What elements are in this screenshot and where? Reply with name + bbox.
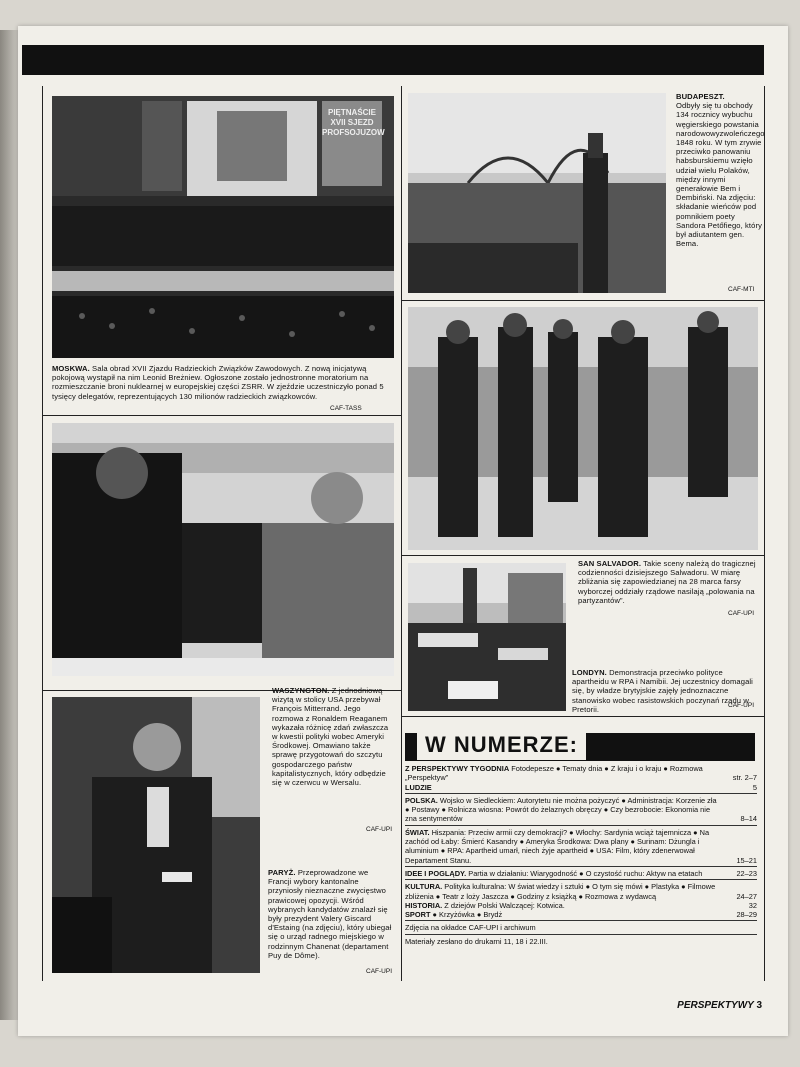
header-black-bar bbox=[22, 45, 764, 75]
w-numerze-title: W NUMERZE: bbox=[425, 732, 578, 757]
caption-londyn-city: LONDYN. bbox=[572, 668, 607, 677]
caption-san-salvador bbox=[578, 559, 758, 605]
footer-page-number: 3 bbox=[756, 1000, 762, 1011]
photo-parys bbox=[52, 697, 260, 973]
credit-san-salvador: CAF-UPI bbox=[728, 610, 754, 617]
caption-parys-city: PARYŻ. bbox=[268, 868, 296, 877]
toc-photo-note: Zdjęcia na okładce CAF-UPI i archiwum bbox=[405, 923, 536, 933]
toc-row: Z PERSPEKTYWY TYGODNIA Fotodepesze ● Tematy dnia ● Z kraju i o kraju ● Rozmowa „Perspektyw” str. 2–7 bbox=[405, 764, 757, 783]
caption-budapeszt bbox=[676, 92, 765, 249]
page-footer bbox=[677, 1000, 762, 1011]
rule-moskwa bbox=[42, 415, 401, 416]
credit-moskwa: CAF-TASS bbox=[330, 405, 362, 412]
toc-row: LUDZIE 5 bbox=[405, 782, 757, 792]
caption-san-salvador-text: Takie sceny należą do tragicznej codzienności dzisiejszego Salwadoru. W miarę zbliżania się zapowiedzianej na 28 marca farsy wyborczej oddziały rządowe nasilają „polowania na partyzantów”. bbox=[578, 559, 756, 605]
credit-londyn: CAF-UPI bbox=[728, 702, 754, 709]
rule-salvador bbox=[401, 555, 764, 556]
caption-budapeszt-text: Odbyły się tu obchody 134 rocznicy wybuchu węgierskiego powstania narodowowyzwoleńczego 1848 roku. W tym zrywie przeciwko panowaniu habsburskiemu wzięło udział wielu Polaków, między innymi generałowie Bem i Dembiński. Na zdjęciu: składanie wieńców pod pomnikiem poety Sandora Petőfiego, który był adiutantem gen. Bema. bbox=[676, 101, 765, 249]
toc-row: SPORT ● Krzyżówka ● Brydż 28–29 bbox=[405, 910, 757, 920]
toc-row: IDEE I POGLĄDY. Partia w działaniu: Wiarygodność ● O czystość ruchu: Aktyw na etatach 22–23 bbox=[405, 868, 757, 878]
rule-budapeszt bbox=[401, 300, 764, 301]
w-numerze-title-box bbox=[417, 730, 586, 760]
photo-san-salvador bbox=[408, 307, 758, 550]
toc-row: POLSKA. Wojsko w Siedleckiem: Autorytetu nie można pożyczyć ● Administracja: Korzenie zła ● Postawy ● Rolnicza wiosna: Powrót do żelaznych obręczy ● Czy bezrobocie: Ekonomia nie zna sentymentów 8–14 bbox=[405, 795, 757, 824]
toc-row: ŚWIAT. Hiszpania: Przeciw armii czy demokracji? ● Włochy: Sardynia wciąż tajemnicza ● Na zachód od Łaby: Śmierć Kasandry ● Ameryka Środkowa: Dwa plany ● Surinam: Dżungla i aluminium ● RPA: Apartheid umarł, niech żyje apartheid ● USA: Film, który zdenerwował Departament Stanu. 15–21 bbox=[405, 827, 757, 865]
photo-moskwa bbox=[52, 96, 394, 358]
toc-row: KULTURA. Polityka kulturalna: W świat wiedzy i sztuki ● O tym się mówi ● Plastyka ● Filmowe zbliżenia ● Teatr z loży Jaszcza ● Godziny z książką ● Rozmowa z wydawcą 24–27 bbox=[405, 882, 757, 901]
toc-row: HISTORIA. Z dziejów Polski Walczącej: Kotwica. 32 bbox=[405, 900, 757, 910]
center-rule bbox=[401, 86, 402, 981]
toc-page: 24–27 bbox=[736, 891, 757, 901]
magazine-spine bbox=[0, 30, 18, 1020]
moskwa-banner-text: PIĘTNAŚCIE XVII SJEZD PROFSOJUZOW bbox=[322, 108, 385, 137]
footer-magazine-name: PERSPEKTYWY bbox=[677, 1000, 754, 1011]
caption-waszyngton bbox=[272, 686, 394, 787]
frame-left-rule bbox=[42, 86, 43, 981]
toc-print-note: Materiały zesłano do drukarni 11, 18 i 22.III. bbox=[405, 936, 548, 946]
caption-londyn-text: Demonstracja przeciwko polityce apartheidu w RPA i Namibii. Jej uczestnicy domagali się, by władze brytyjskie zajęły jednoznaczne stanowisko wobec rasistowskich poczynań rządu w Pretorii. bbox=[572, 668, 753, 714]
frame-right-rule bbox=[764, 86, 765, 981]
rule-londyn bbox=[401, 716, 764, 717]
table-of-contents bbox=[405, 764, 757, 946]
toc-page: 15–21 bbox=[736, 855, 757, 865]
toc-page: 22–23 bbox=[736, 868, 757, 878]
caption-budapeszt-city: BUDAPESZT. bbox=[676, 92, 725, 101]
caption-parys bbox=[268, 868, 394, 960]
photo-waszyngton bbox=[52, 423, 394, 676]
caption-moskwa-city: MOSKWA. bbox=[52, 364, 90, 373]
caption-moskwa bbox=[52, 364, 394, 401]
credit-parys: CAF-UPI bbox=[366, 968, 392, 975]
photo-budapeszt bbox=[408, 93, 666, 293]
toc-page: 28–29 bbox=[736, 910, 757, 920]
credit-budapeszt: CAF-MTI bbox=[728, 286, 755, 293]
credit-waszyngton: CAF-UPI bbox=[366, 826, 392, 833]
toc-page: 32 bbox=[748, 900, 757, 910]
caption-waszyngton-city: WASZYNGTON. bbox=[272, 686, 330, 695]
w-numerze-header bbox=[405, 733, 755, 761]
photo-londyn bbox=[408, 563, 566, 711]
caption-moskwa-text: Sala obrad XVII Zjazdu Radzieckich Związków Zawodowych. Z nową inicjatywą pokojową wystąpił na nim Leonid Breżniew. Ogłoszone zostało jednostronne moratorium na rozmieszczanie broni nuklearnej w europejskiej części ZSRR. W zjeździe uczestniczyło ponad 5 tysięcy delegatów, reprezentujących 130 milionów radzieckich związkowców. bbox=[52, 364, 384, 401]
toc-page: 8–14 bbox=[740, 814, 757, 824]
toc-page: 5 bbox=[752, 782, 757, 792]
caption-waszyngton-text: Z jednodniową wizytą w stolicy USA przebywał François Mitterrand. Jego rozmowa z Ronaldem Reaganem wykazała różnicę zdań zwłaszcza w kwestii polityki wobec Ameryki Środkowej. Omawiano także sprawę przygotowań do szczytu gospodarczego państw kapitalistycznych, który odbędzie się w czerwcu w Wersalu. bbox=[272, 686, 389, 788]
toc-page: str. 2–7 bbox=[732, 773, 757, 783]
caption-san-salvador-city: SAN SALVADOR. bbox=[578, 559, 642, 568]
caption-parys-text: Przeprowadzone we Francji wybory kantonalne przyniosły nieznaczne zwycięstwo prawicowej opozycji. Wśród wybranych kandydatów znalazł się były prezydent Valery Giscard d'Estaing (na zdjęciu), który ubiegał się o urząd radnego miejskiego w rodzinnym Chanenat (departament Puy de Dôme). bbox=[268, 868, 392, 960]
